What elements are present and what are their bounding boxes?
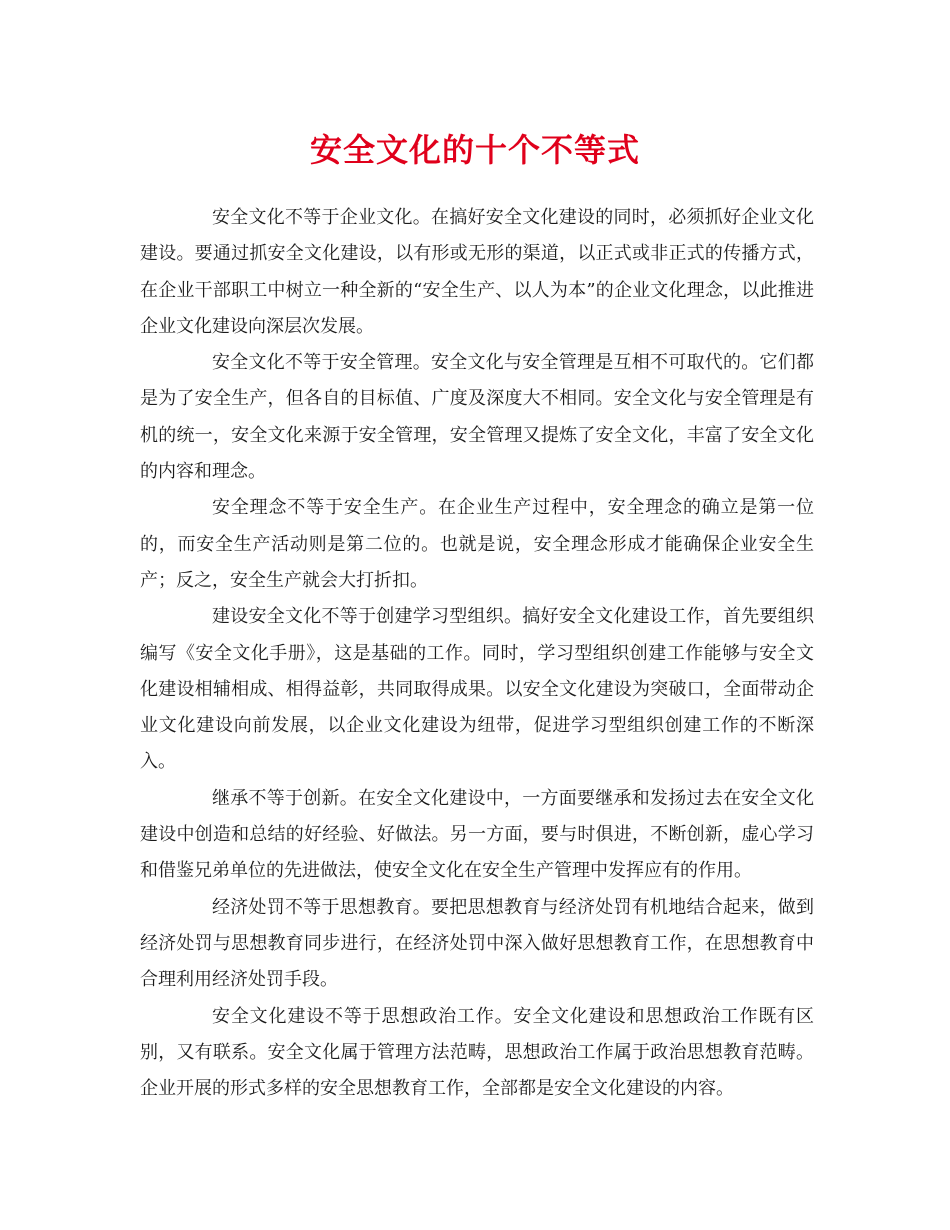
paragraph-3: 安全理念不等于安全生产。在企业生产过程中，安全理念的确立是第一位的，而安全生产活动则是第二位的。也就是说，安全理念形成才能确保企业安全生产；反之，安全生产就会大打折扣。 (140, 497, 814, 591)
document-title: 安全文化的十个不等式 (309, 131, 640, 169)
paragraph-1: 安全文化不等于企业文化。在搞好安全文化建设的同时，必须抓好企业文化建设。要通过抓安全文化建设，以有形或无形的渠道，以正式或非正式的传播方式，在企业干部职工中树立一种全新的“安全生产、以人为本”的企业文化理念，以此推进企业文化建设向深层次发展。 (140, 207, 814, 337)
paragraph-4: 建设安全文化不等于创建学习型组织。搞好安全文化建设工作，首先要组织编写《安全文化手册》，这是基础的工作。同时，学习型组织创建工作能够与安全文化建设相辅相成、相得益彰，共同取得成果。以安全文化建设为突破口，全面带动企业文化建设向前发展，以企业文化建设为纽带，促进学习型组织创建工作的不断深入。 (140, 606, 814, 773)
paragraph-2: 安全文化不等于安全管理。安全文化与安全管理是互相不可取代的。它们都是为了安全生产，但各自的目标值、广度及深度大不相同。安全文化与安全管理是有机的统一，安全文化来源于安全管理，安全管理又提炼了安全文化，丰富了安全文化的内容和理念。 (140, 352, 814, 483)
paragraph-5: 继承不等于创新。在安全文化建设中，一方面要继承和发扬过去在安全文化建设中创造和总结的好经验、好做法。另一方面，要与时俱进，不断创新，虚心学习和借鉴兄弟单位的先进做法，使安全文化在安全生产管理中发挥应有的作用。 (140, 787, 814, 882)
paragraph-7: 安全文化建设不等于思想政治工作。安全文化建设和思想政治工作既有区别，又有联系。安全文化属于管理方法范畴，思想政治工作属于政治思想教育范畴。企业开展的形式多样的安全思想教育工作，全部都是安全文化建设的内容。 (140, 1005, 814, 1100)
paragraph-6: 经济处罚不等于思想教育。要把思想教育与经济处罚有机地结合起来，做到经济处罚与思想教育同步进行，在经济处罚中深入做好思想教育工作，在思想教育中合理利用经济处罚手段。 (140, 896, 814, 991)
document-body (140, 200, 814, 1107)
